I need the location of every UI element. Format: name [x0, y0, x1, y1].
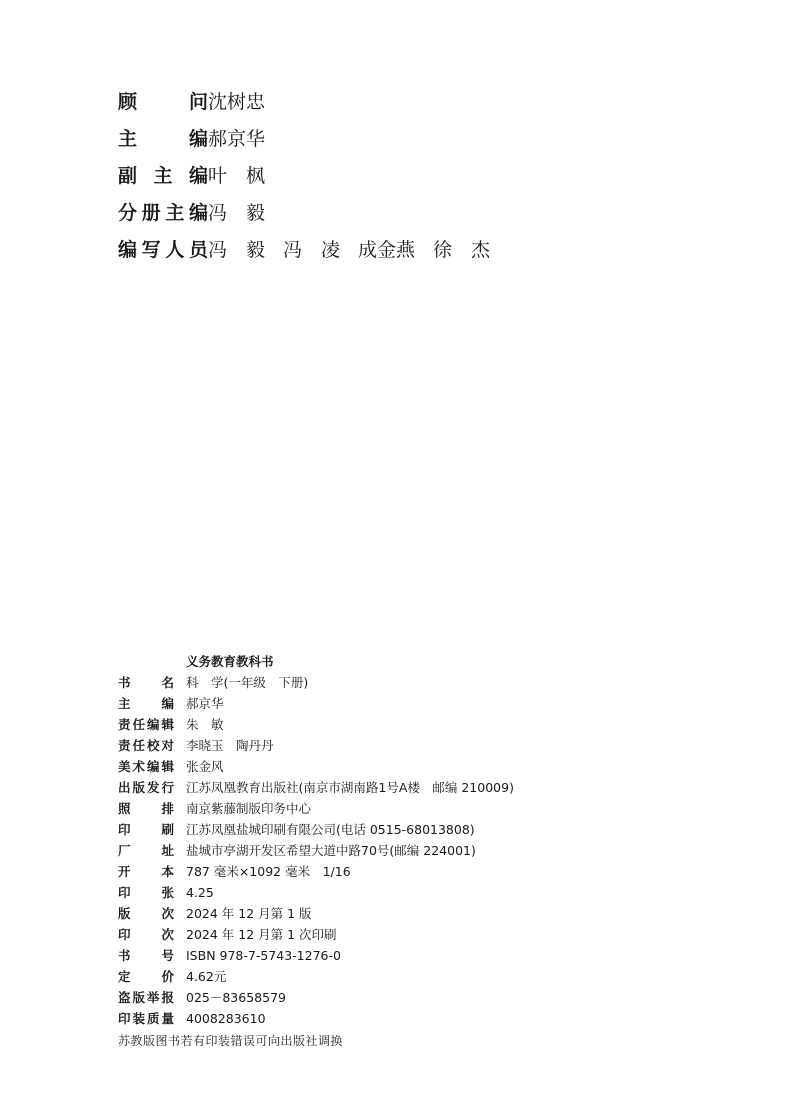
info-label: 印 刷: [118, 822, 174, 837]
info-label: 开 本: [118, 864, 174, 879]
info-value: 4008283610: [186, 1011, 266, 1026]
credit-value: [208, 93, 265, 112]
credit-row-authors: [118, 232, 758, 269]
info-value: 朱 敏: [186, 717, 224, 732]
credits-block: [118, 84, 758, 269]
credit-row-volume-editor: [118, 195, 758, 232]
credit-label: 主 编: [118, 128, 208, 150]
info-row: [118, 987, 758, 1008]
info-value: 2024 年 12 月第 1 次印刷: [186, 927, 337, 942]
info-row: [118, 882, 758, 903]
info-value: 江苏凤凰盐城印刷有限公司(电话 0515-68013808): [186, 822, 475, 837]
info-label: 定 价: [118, 969, 174, 984]
info-value: 盐城市亭湖开发区希望大道中路70号(邮编 224001): [186, 843, 476, 858]
info-label: 印 张: [118, 885, 174, 900]
credit-row-chief-editor: [118, 121, 758, 158]
info-row: [118, 966, 758, 987]
info-row: [118, 924, 758, 945]
credit-label: 编 写 人 员: [118, 239, 208, 261]
info-label: 美 术 编 辑: [118, 759, 174, 774]
info-label: 印 装 质 量: [118, 1011, 174, 1026]
credit-name: 郝京华: [208, 128, 266, 150]
info-label: 书 名: [118, 675, 174, 690]
credit-name: 冯 毅: [208, 239, 266, 261]
colophon-block: [118, 651, 758, 1029]
info-label: 责 任 校 对: [118, 738, 174, 753]
info-row: [118, 861, 758, 882]
info-row: [118, 735, 758, 756]
info-row: [118, 945, 758, 966]
info-value: 科 学(一年级 下册): [186, 675, 309, 690]
info-row: [118, 777, 758, 798]
info-row: [118, 672, 758, 693]
info-label: 照 排: [118, 801, 174, 816]
info-value: 江苏凤凰教育出版社(南京市湖南路1号A楼 邮编 210009): [186, 780, 514, 795]
credit-value: [208, 167, 265, 186]
info-label: 出 版 发 行: [118, 780, 174, 795]
credit-name: 徐 杰: [433, 239, 491, 261]
info-label: 厂 址: [118, 843, 174, 858]
info-value: 李晓玉 陶丹丹: [186, 738, 274, 753]
info-row: [118, 840, 758, 861]
credit-value: [208, 204, 265, 223]
credit-label: 副 主 编: [118, 165, 208, 187]
info-value: 4.25: [186, 885, 214, 900]
info-value: 张金风: [186, 759, 224, 774]
info-label: 责 任 编 辑: [118, 717, 174, 732]
info-label: 书 号: [118, 948, 174, 963]
info-value: 787 毫米×1092 毫米 1/16: [186, 864, 351, 879]
credit-label: 分 册 主 编: [118, 202, 208, 224]
credit-name: 叶 枫: [208, 165, 266, 187]
info-value: 4.62元: [186, 969, 227, 984]
info-value: 2024 年 12 月第 1 版: [186, 906, 312, 921]
colophon-title: 义务教育教科书: [186, 654, 274, 669]
info-value: 南京紫藤制版印务中心: [186, 801, 312, 816]
info-label: 主 编: [118, 696, 174, 711]
footer-note: 苏教版图书若有印装错误可向出版社调换: [118, 1034, 344, 1048]
credit-value: [208, 241, 490, 260]
info-value: 郝京华: [186, 696, 224, 711]
credit-name: 冯 凌: [283, 239, 341, 261]
info-value: ISBN 978-7-5743-1276-0: [186, 948, 341, 963]
credit-name: 冯 毅: [208, 202, 266, 224]
info-row: [118, 693, 758, 714]
credit-row-deputy-editor: [118, 158, 758, 195]
info-row: [118, 819, 758, 840]
colophon-rows: [118, 672, 758, 1029]
credit-name: 沈树忠: [208, 91, 266, 113]
info-row: [118, 798, 758, 819]
info-label: 盗 版 举 报: [118, 990, 174, 1005]
info-row: [118, 1008, 758, 1029]
credit-label: 顾 问: [118, 91, 208, 113]
credit-name: 成金燕: [358, 239, 416, 261]
info-row: [118, 903, 758, 924]
info-row: [118, 756, 758, 777]
info-row: [118, 714, 758, 735]
credit-value: [208, 130, 265, 149]
info-value: 025－83658579: [186, 990, 286, 1005]
credit-row-advisor: [118, 84, 758, 121]
info-label: 印 次: [118, 927, 174, 942]
info-label: 版 次: [118, 906, 174, 921]
